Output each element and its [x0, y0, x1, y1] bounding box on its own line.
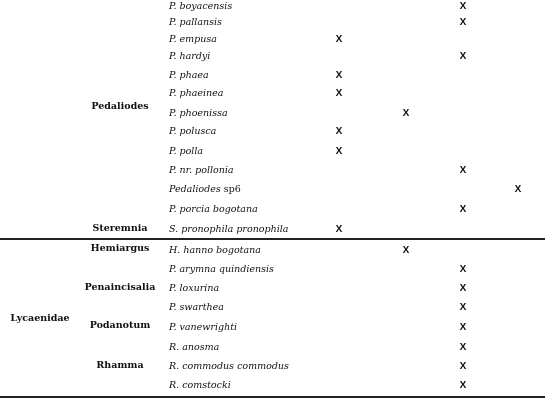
- species-name-cell: [169, 318, 237, 337]
- species-name-cell: [169, 298, 224, 317]
- genus-label-hemiargus: Hemiargus: [90, 243, 150, 254]
- presence-mark: X: [459, 283, 467, 294]
- species-name-italic: P. phoenissa: [169, 108, 228, 119]
- species-name-italic: S. pronophila pronophila: [169, 224, 289, 235]
- species-name-cell: [169, 338, 219, 357]
- species-name-italic: P. loxurina: [169, 283, 220, 294]
- species-name-cell: [169, 104, 228, 123]
- species-name-cell: [169, 279, 219, 298]
- species-name-italic: P. swarthea: [169, 302, 224, 313]
- table-row: [0, 161, 547, 180]
- species-name-italic: P. phaeinea: [169, 88, 224, 99]
- species-name-cell: [169, 180, 241, 199]
- presence-mark: X: [335, 224, 343, 235]
- presence-mark: X: [459, 302, 467, 313]
- table-row: [0, 298, 547, 317]
- presence-mark: X: [459, 1, 467, 12]
- table-row: [0, 200, 547, 219]
- presence-mark: X: [459, 361, 467, 372]
- presence-mark: X: [459, 165, 467, 176]
- species-name-italic: P. hardyi: [169, 51, 211, 62]
- species-name-cell: [169, 220, 288, 239]
- species-name-italic: R. commodus commodus: [169, 361, 289, 372]
- species-name-italic: P. pallansis: [169, 17, 222, 28]
- species-name-italic: P. boyacensis: [169, 1, 233, 12]
- presence-mark: X: [335, 88, 343, 99]
- species-name-cell: [169, 260, 274, 279]
- species-name-cell: [169, 161, 234, 180]
- genus-label-podanotum: Podanotum: [89, 320, 151, 331]
- presence-mark: X: [459, 322, 467, 333]
- species-name-italic: P. polusca: [169, 126, 217, 137]
- species-name-italic: P. nr. pollonia: [169, 165, 234, 176]
- presence-mark: X: [335, 126, 343, 137]
- presence-mark: X: [459, 264, 467, 275]
- species-name-italic: P. empusa: [169, 34, 217, 45]
- table-bottom-rule: [0, 396, 545, 398]
- species-name-italic: P. polla: [169, 146, 204, 157]
- table-row: [0, 376, 547, 395]
- table-row: [0, 122, 547, 141]
- species-name-cell: [169, 200, 258, 219]
- table-row: [0, 66, 547, 85]
- presence-mark: X: [459, 380, 467, 391]
- species-name-cell: [169, 122, 216, 141]
- species-name-suffix: sp6: [220, 184, 241, 195]
- species-name-cell: [169, 84, 223, 103]
- species-name-cell: [169, 357, 289, 376]
- species-name-italic: Pedaliodes: [169, 184, 221, 195]
- presence-mark: X: [459, 204, 467, 215]
- species-name-italic: P. vanewrighti: [169, 322, 238, 333]
- table-row: [0, 180, 547, 199]
- species-name-italic: P. phaea: [169, 70, 209, 81]
- presence-mark: X: [459, 51, 467, 62]
- presence-mark: X: [402, 245, 410, 256]
- table-row: [0, 338, 547, 357]
- table-row: [0, 260, 547, 279]
- presence-mark: X: [514, 184, 522, 195]
- species-name-italic: R. comstocki: [169, 380, 231, 391]
- species-name-cell: [169, 66, 209, 85]
- species-name-cell: [169, 376, 231, 395]
- table-row: [0, 47, 547, 66]
- table-row: [0, 142, 547, 161]
- presence-mark: X: [335, 70, 343, 81]
- family-divider-rule: [0, 238, 545, 240]
- species-name-cell: [169, 142, 203, 161]
- species-name-italic: H. hanno bogotana: [169, 245, 261, 256]
- presence-mark: X: [459, 342, 467, 353]
- family-label-lycaenidae: Lycaenidae: [10, 313, 70, 324]
- genus-label-penaincisalia: Penaincisalia: [84, 282, 156, 293]
- species-name-italic: P. porcia bogotana: [169, 204, 258, 215]
- presence-mark: X: [459, 17, 467, 28]
- species-name-cell: [169, 241, 261, 260]
- species-name-italic: P. arymna quindiensis: [169, 264, 274, 275]
- presence-mark: X: [335, 34, 343, 45]
- genus-label-pedaliodes: Pedaliodes: [91, 101, 149, 112]
- species-name-italic: R. anosma: [169, 342, 220, 353]
- species-name-cell: [169, 47, 210, 66]
- presence-mark: X: [335, 146, 343, 157]
- genus-label-steremnia: Steremnia: [92, 223, 148, 234]
- presence-mark: X: [402, 108, 410, 119]
- genus-label-rhamma: Rhamma: [96, 360, 144, 371]
